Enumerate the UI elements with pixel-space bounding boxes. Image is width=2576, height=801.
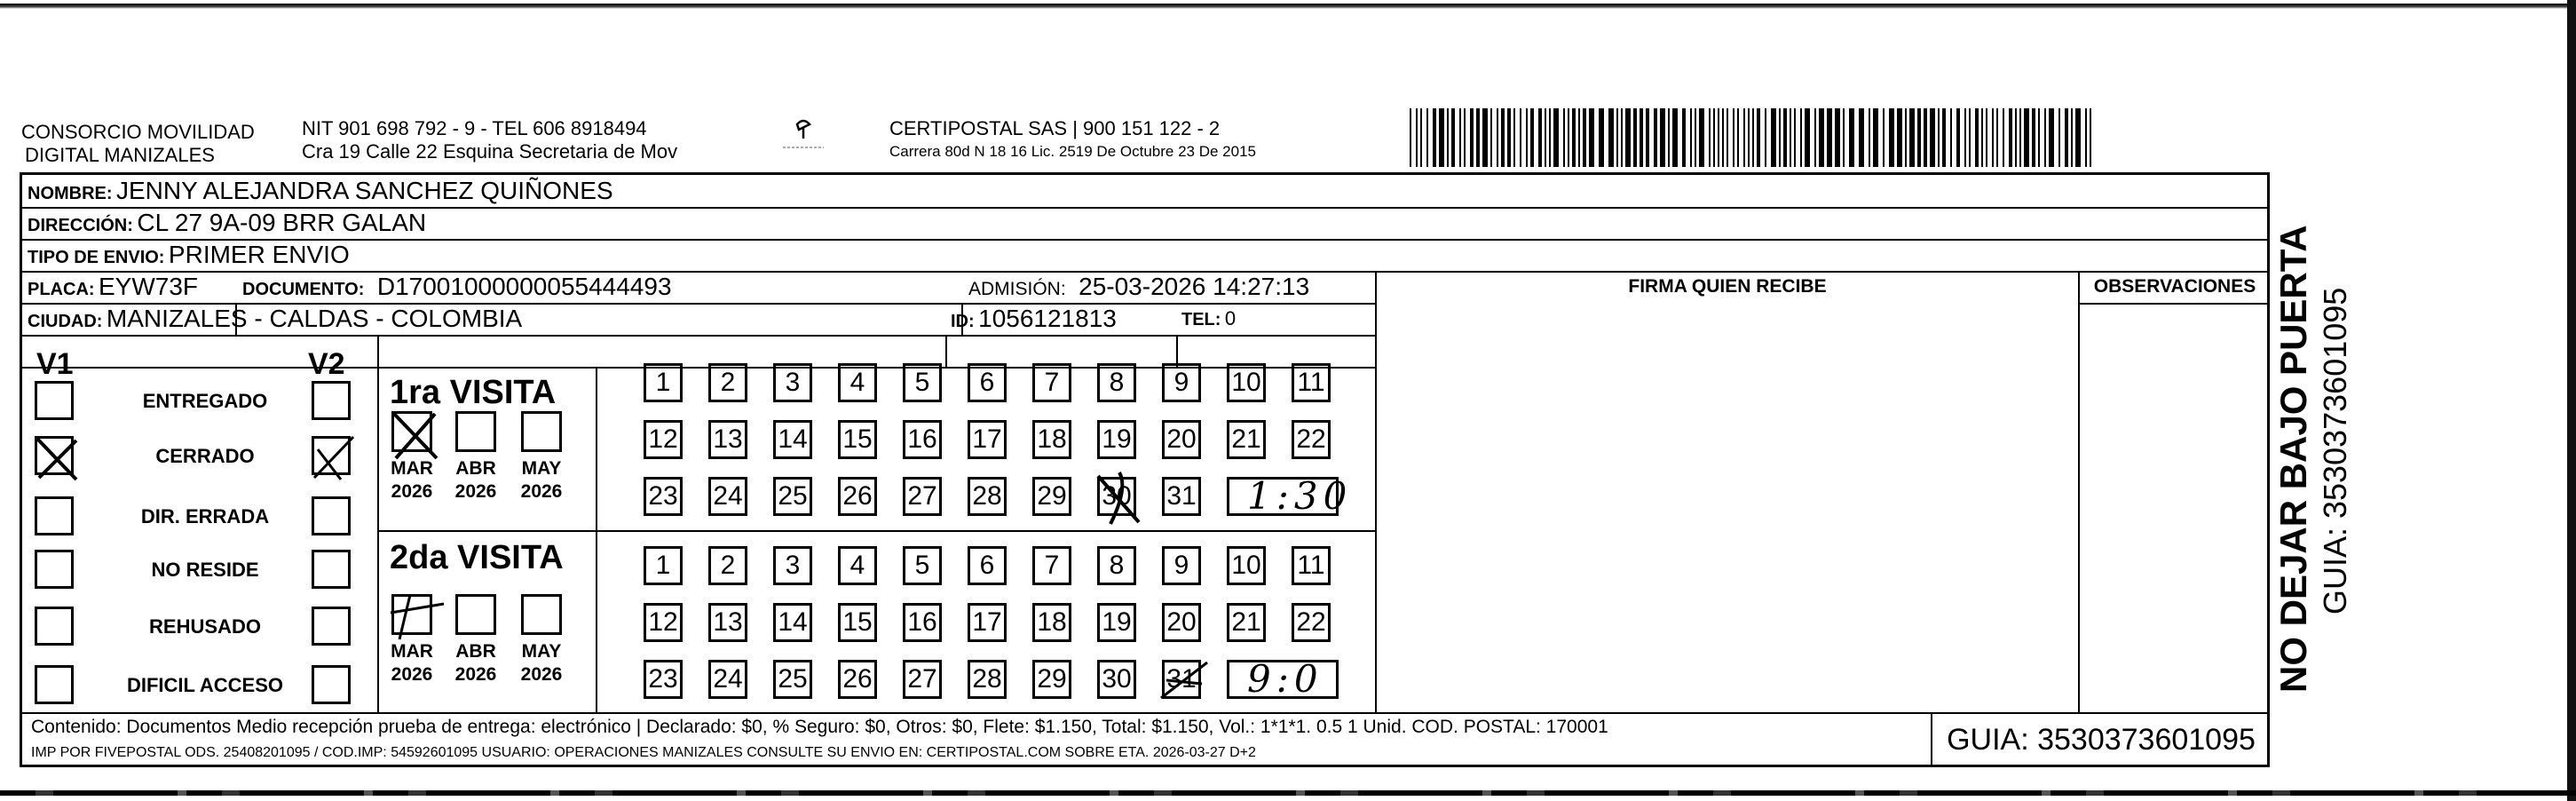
visit2-day-19[interactable]: [1097, 603, 1136, 642]
observations-column-header: OBSERVACIONES: [2093, 276, 2256, 297]
visit1-day-number-14: 14: [778, 424, 808, 454]
visit1-month-label-1: [445, 457, 507, 504]
visit1-day-number-28: 28: [972, 481, 1002, 511]
visit1-day-23[interactable]: [644, 477, 683, 516]
visit1-day-15[interactable]: [838, 420, 877, 459]
visit2-day-5[interactable]: [903, 546, 942, 585]
visit2-day-number-29: 29: [1037, 664, 1067, 694]
status-label-4: REHUSADO: [149, 615, 261, 638]
visit2-day-16[interactable]: [903, 603, 942, 642]
visit1-time-box[interactable]: [1227, 474, 1353, 518]
visit2-day-number-15: 15: [842, 607, 873, 637]
visit2-day-number-24: 24: [713, 664, 743, 694]
visit2-day-23[interactable]: [644, 660, 683, 699]
visit1-day-number-20: 20: [1166, 424, 1197, 454]
city: MANIZALES - CALDAS - COLOMBIA: [106, 305, 523, 332]
visit2-month-label-0: [381, 640, 443, 686]
v1-checkbox-5[interactable]: [35, 665, 74, 704]
v2-checkbox-3[interactable]: [312, 550, 351, 589]
status-label-5: DIFICIL ACCESO: [126, 674, 283, 696]
visit1-day-number-11: 11: [1297, 368, 1325, 397]
visit1-month-year-1: 2026: [454, 481, 497, 502]
visit2-month-box-0[interactable]: [391, 594, 432, 635]
visit2-day-10[interactable]: [1227, 546, 1266, 585]
direccion-label: DIRECCIÓN:: [28, 216, 133, 235]
visit1-day-4[interactable]: [838, 363, 877, 402]
plate-field: [28, 273, 198, 305]
visit1-day-number-25: 25: [778, 481, 808, 511]
visit2-day-number-4: 4: [849, 551, 865, 580]
visit1-day-number-31: 31: [1166, 481, 1197, 511]
visit1-day-number-7: 7: [1044, 368, 1060, 397]
visit2-day-12[interactable]: [644, 603, 683, 642]
visit2-day-number-19: 19: [1102, 607, 1132, 637]
visit2-day-number-31: 31: [1166, 664, 1197, 694]
visit2-day-15[interactable]: [838, 603, 877, 642]
visit1-day-number-22: 22: [1296, 424, 1326, 454]
visit1-day-number-4: 4: [849, 368, 865, 397]
id-number: 1056121813: [978, 305, 1117, 332]
visit2-day-26[interactable]: [838, 660, 877, 699]
visit1-day-number-19: 19: [1102, 424, 1132, 454]
visit1-day-number-17: 17: [972, 424, 1002, 454]
visit2-day-20[interactable]: [1162, 603, 1201, 642]
visit2-day-13[interactable]: [708, 603, 747, 642]
status-label-0: ENTREGADO: [142, 390, 268, 412]
company-line-1: CONSORCIO MOVILIDAD: [21, 121, 255, 143]
carrier-line: CERTIPOSTAL SAS | 900 151 122 - 2: [889, 117, 1221, 139]
visit2-day-3[interactable]: [773, 546, 812, 585]
visit1-day-12[interactable]: [644, 420, 683, 459]
visit2-month-year-1: 2026: [454, 664, 497, 685]
visit2-day-2[interactable]: [708, 546, 747, 585]
visit2-day-18[interactable]: [1032, 603, 1071, 642]
carrier-block: [889, 117, 1256, 163]
visit1-day-10[interactable]: [1227, 363, 1266, 402]
visit1-day-18[interactable]: [1032, 420, 1071, 459]
id-label: ID:: [951, 312, 975, 331]
company-name: [21, 121, 255, 167]
placa-label: PLACA:: [28, 280, 95, 299]
visit1-day-25[interactable]: [773, 477, 812, 516]
documento-label: DOCUMENTO:: [242, 280, 365, 299]
visit2-day-8[interactable]: [1097, 546, 1136, 585]
visit1-day-number-10: 10: [1231, 368, 1261, 397]
visit1-day-22[interactable]: [1292, 420, 1331, 459]
visit1-day-30[interactable]: [1097, 477, 1136, 516]
visit1-day-27[interactable]: [903, 477, 942, 516]
visit2-day-7[interactable]: [1032, 546, 1071, 585]
visit2-day-number-10: 10: [1231, 551, 1261, 580]
status-label-1: CERRADO: [155, 445, 255, 467]
visit1-day-number-5: 5: [914, 368, 930, 397]
visit2-day-number-30: 30: [1102, 664, 1132, 694]
visit2-day-27[interactable]: [903, 660, 942, 699]
visit1-day-number-3: 3: [785, 368, 801, 397]
visit1-day-3[interactable]: [773, 363, 812, 402]
visit2-day-4[interactable]: [838, 546, 877, 585]
tel-label: TEL:: [1181, 310, 1221, 329]
tipo-label: TIPO DE ENVIO:: [28, 248, 165, 267]
visit1-month-box-2[interactable]: [521, 411, 562, 452]
visit2-day-24[interactable]: [708, 660, 747, 699]
visit2-day-number-14: 14: [778, 607, 808, 637]
visit2-month-name-2: MAY: [521, 641, 562, 662]
nombre-label: NOMBRE:: [28, 184, 113, 203]
visit2-day-number-1: 1: [655, 551, 671, 580]
admision-label: ADMISIÓN:: [968, 279, 1066, 299]
visit1-month-label-2: [510, 457, 573, 504]
visit1-day-number-21: 21: [1231, 424, 1261, 454]
visit2-day-number-18: 18: [1037, 607, 1067, 637]
visit2-day-number-12: 12: [648, 607, 678, 637]
visit2-day-28[interactable]: [968, 660, 1007, 699]
visit1-day-31[interactable]: [1162, 477, 1201, 516]
visit1-day-number-12: 12: [648, 424, 678, 454]
visit1-month-year-0: 2026: [391, 481, 433, 502]
shipment-type: PRIMER ENVIO: [168, 241, 350, 268]
barcode: [1410, 108, 2098, 167]
visit2-day-number-5: 5: [914, 551, 930, 580]
visit2-month-box-1[interactable]: [455, 594, 496, 635]
visit2-day-number-13: 13: [713, 607, 743, 637]
visit1-handwritten-time: 1:30: [1247, 474, 1353, 518]
visit2-day-14[interactable]: [773, 603, 812, 642]
delivery-form: [20, 172, 2270, 767]
visit1-month-name-0: MAR: [391, 458, 433, 479]
address-line: Cra 19 Calle 22 Esquina Secretaria de Mov: [302, 140, 678, 163]
visit2-day-1[interactable]: [644, 546, 683, 585]
visit1-day-number-1: 1: [655, 368, 671, 397]
v1-checkbox-4[interactable]: [35, 607, 74, 646]
visit1-day-13[interactable]: [708, 420, 747, 459]
scan-edge-right: [2567, 0, 2576, 801]
visit1-day-number-18: 18: [1037, 424, 1067, 454]
certipostal-logo-icon: [763, 112, 843, 165]
visit2-day-25[interactable]: [773, 660, 812, 699]
visit1-day-11[interactable]: [1292, 363, 1331, 402]
shipment-type-field: [28, 241, 350, 274]
visit2-day-31[interactable]: [1162, 660, 1201, 699]
document-number: D17001000000055444493: [376, 273, 672, 300]
visit2-day-21[interactable]: [1227, 603, 1266, 642]
admission-field: [968, 273, 1309, 305]
visit1-day-number-8: 8: [1109, 368, 1125, 397]
visit1-day-number-2: 2: [720, 368, 736, 397]
license-line: Carrera 80d N 18 16 Lic. 2519 De Octubre 23 De 2015: [889, 143, 1256, 160]
visit1-day-number-9: 9: [1173, 368, 1189, 397]
visit1-month-name-1: ABR: [455, 458, 496, 479]
visit2-handwritten-time: 9:0: [1247, 657, 1324, 701]
visit1-day-number-26: 26: [842, 481, 873, 511]
tel-field: [1181, 305, 1236, 336]
visit2-month-label-2: [510, 640, 573, 686]
visit2-time-box[interactable]: [1227, 657, 1339, 701]
visit-1-title: 1ra VISITA: [390, 374, 557, 411]
visit2-day-11[interactable]: [1292, 546, 1331, 585]
company-line-2: DIGITAL MANIZALES: [25, 144, 215, 166]
visit2-day-number-7: 7: [1044, 551, 1060, 580]
visit1-day-number-23: 23: [648, 481, 678, 511]
recipient-name-field: [28, 177, 613, 210]
visit2-day-number-11: 11: [1297, 551, 1325, 580]
visit1-day-17[interactable]: [968, 420, 1007, 459]
company-nit-block: [302, 117, 677, 163]
visit1-day-26[interactable]: [838, 477, 877, 516]
document-field: [242, 273, 672, 305]
visit1-month-year-2: 2026: [520, 481, 563, 502]
visit1-day-number-29: 29: [1037, 481, 1067, 511]
admission-datetime: 25-03-2026 14:27:13: [1079, 273, 1310, 300]
visit2-day-number-6: 6: [979, 551, 995, 580]
visit2-month-label-1: [445, 640, 507, 686]
visit1-day-number-6: 6: [979, 368, 995, 397]
side-guia-number: GUIA: 3530373601095: [2317, 287, 2353, 615]
visit2-day-number-25: 25: [778, 664, 808, 694]
v1-checkbox-1[interactable]: [35, 436, 74, 475]
nit-line: NIT 901 698 792 - 9 - TEL 606 8918494: [302, 117, 647, 139]
scan-edge-top: [0, 4, 2576, 9]
visit1-day-7[interactable]: [1032, 363, 1071, 402]
visit2-month-name-1: ABR: [455, 641, 496, 662]
visit2-day-number-26: 26: [842, 664, 873, 694]
v2-checkbox-5[interactable]: [312, 665, 351, 704]
visit2-day-number-28: 28: [972, 664, 1002, 694]
visit2-day-number-2: 2: [720, 551, 736, 580]
visit1-day-9[interactable]: [1162, 363, 1201, 402]
visit2-month-box-2[interactable]: [521, 594, 562, 635]
visit2-month-year-2: 2026: [520, 664, 563, 685]
id-field: [951, 305, 1117, 337]
print-info: IMP POR FIVEPOSTAL ODS. 25408201095 / COD.IMP: 54592601095 USUARIO: OPERACIONES MANIZALES CONSULTE SU ENVIO EN: CERTIPOSTAL.COM SOBRE ETA. 2026-03-27 D+2: [31, 745, 1256, 760]
visit1-day-28[interactable]: [968, 477, 1007, 516]
visit1-day-24[interactable]: [708, 477, 747, 516]
visit2-day-number-22: 22: [1296, 607, 1326, 637]
visit1-day-number-15: 15: [842, 424, 873, 454]
visit1-day-number-13: 13: [713, 424, 743, 454]
do-not-leave-under-door-notice: NO DEJAR BAJO PUERTA: [2272, 225, 2314, 693]
visit1-day-21[interactable]: [1227, 420, 1266, 459]
v1-checkbox-2[interactable]: [35, 496, 74, 535]
visit2-day-number-21: 21: [1231, 607, 1261, 637]
scan-edge-bottom: [0, 790, 2576, 796]
visit2-day-number-8: 8: [1109, 551, 1125, 580]
city-field: [28, 305, 522, 337]
visit1-day-number-16: 16: [907, 424, 937, 454]
address-field: [28, 209, 426, 242]
guia-number: GUIA: 3530373601095: [1931, 712, 2270, 767]
visit1-day-number-24: 24: [713, 481, 743, 511]
v1-header: V1: [36, 347, 74, 381]
visit1-day-20[interactable]: [1162, 420, 1201, 459]
plate-number: EYW73F: [99, 273, 199, 300]
visit2-day-22[interactable]: [1292, 603, 1331, 642]
v2-checkbox-2[interactable]: [312, 496, 351, 535]
visit2-day-29[interactable]: [1032, 660, 1071, 699]
visit1-month-name-2: MAY: [521, 458, 562, 479]
visit1-day-19[interactable]: [1097, 420, 1136, 459]
visit1-day-1[interactable]: [644, 363, 683, 402]
visit2-day-number-27: 27: [907, 664, 937, 694]
visit2-day-number-3: 3: [785, 551, 801, 580]
visit2-day-number-20: 20: [1166, 607, 1197, 637]
visit1-month-box-0[interactable]: [391, 411, 432, 452]
side-notice: [2272, 160, 2414, 693]
status-label-2: DIR. ERRADA: [140, 505, 270, 527]
visit2-day-17[interactable]: [968, 603, 1007, 642]
contents-description: Contenido: Documentos Medio recepción prueba de entrega: electrónico | Declarado: $0, % Seguro: $0, Otros: $0, Flete: $1.150, Total: $1.150, Vol.: 1*1*1. 0.5 1 Unid. COD. POSTAL: 170001: [31, 717, 1608, 737]
v2-checkbox-0[interactable]: [312, 381, 351, 420]
visit2-day-30[interactable]: [1097, 660, 1136, 699]
visit1-day-number-27: 27: [907, 481, 937, 511]
visit2-day-number-9: 9: [1173, 551, 1189, 580]
visit2-month-name-0: MAR: [391, 641, 433, 662]
visit2-day-number-17: 17: [972, 607, 1002, 637]
visit1-day-14[interactable]: [773, 420, 812, 459]
tel-number: 0: [1224, 307, 1237, 329]
visit1-day-8[interactable]: [1097, 363, 1136, 402]
visit1-day-6[interactable]: [968, 363, 1007, 402]
visit1-day-29[interactable]: [1032, 477, 1071, 516]
visit1-month-box-1[interactable]: [455, 411, 496, 452]
v1-checkbox-0[interactable]: [35, 381, 74, 420]
status-label-3: NO RESIDE: [151, 559, 259, 581]
visit1-month-label-0: [381, 457, 443, 504]
visit1-day-2[interactable]: [708, 363, 747, 402]
visit1-day-5[interactable]: [903, 363, 942, 402]
v1-checkbox-3[interactable]: [35, 550, 74, 589]
visit-2-title: 2da VISITA: [390, 539, 564, 576]
signature-column-header: FIRMA QUIEN RECIBE: [1628, 276, 1827, 297]
visit1-day-number-30: 30: [1102, 481, 1132, 511]
visit2-day-number-16: 16: [907, 607, 937, 637]
visit2-day-number-23: 23: [648, 664, 678, 694]
ciudad-label: CIUDAD:: [28, 312, 103, 331]
visit2-month-year-0: 2026: [391, 664, 433, 685]
visit1-day-16[interactable]: [903, 420, 942, 459]
visit2-day-9[interactable]: [1162, 546, 1201, 585]
visit2-day-6[interactable]: [968, 546, 1007, 585]
v2-header: V2: [308, 347, 345, 381]
recipient-address: CL 27 9A-09 BRR GALAN: [137, 209, 427, 236]
v2-checkbox-4[interactable]: [312, 607, 351, 646]
recipient-name: JENNY ALEJANDRA SANCHEZ QUIÑONES: [116, 177, 613, 204]
v2-checkbox-1[interactable]: [312, 436, 351, 475]
